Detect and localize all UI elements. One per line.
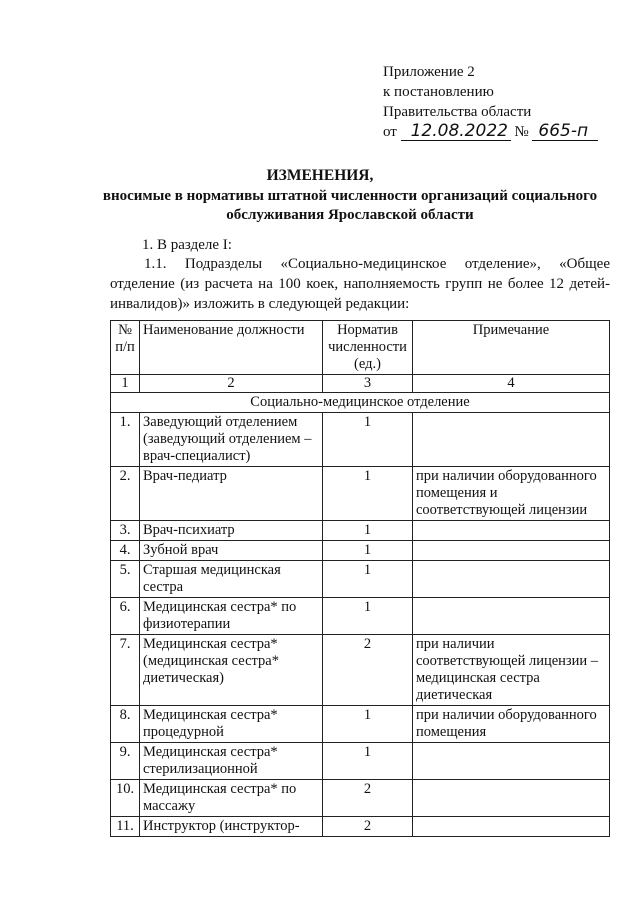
handwritten-number: 665-п [532,122,598,141]
row-num: 1. [111,413,140,467]
row-norm: 1 [323,521,413,541]
table-row [111,635,610,706]
row-norm: 1 [323,706,413,743]
row-note [413,541,610,561]
row-num: 10. [111,780,140,817]
row-num: 3. [111,521,140,541]
row-note [413,413,610,467]
handwritten-date: 12.08.2022 [401,122,511,141]
row-name: Заведующий отделением (заведующий отделением – врач-специалист) [140,413,323,467]
row-norm: 2 [323,635,413,706]
row-note [413,561,610,598]
table-row [111,541,610,561]
header-num: № п/п [111,321,140,375]
paragraph-2: 1.1. Подразделы «Социально-медицинское отделение», «Общее отделение (из расчета на 100 коек, наполняемость групп не более 12 детей-инвалидов)» изложить в следующей редакции: [110,256,610,312]
row-norm: 1 [323,598,413,635]
table-row [111,706,610,743]
row-note [413,521,610,541]
row-name: Врач-педиатр [140,467,323,521]
table-row [111,521,610,541]
row-name: Медицинская сестра* по массажу [140,780,323,817]
index-cell: 2 [140,375,323,393]
table-row [111,817,610,837]
row-name: Старшая медицинская сестра [140,561,323,598]
row-num: 7. [111,635,140,706]
table-row [111,413,610,467]
row-note [413,598,610,635]
row-name: Медицинская сестра* по физиотерапии [140,598,323,635]
row-num: 2. [111,467,140,521]
row-num: 6. [111,598,140,635]
header-note: Примечание [413,321,610,375]
row-note [413,780,610,817]
staffing-table [110,320,610,837]
table-header-row [111,321,610,375]
paragraph-1: 1. В разделе I: [142,237,232,253]
appendix-block [383,62,598,142]
row-num: 11. [111,817,140,837]
row-norm: 1 [323,541,413,561]
row-norm: 2 [323,780,413,817]
table-row [111,598,610,635]
row-norm: 1 [323,561,413,598]
index-cell: 1 [111,375,140,393]
row-norm: 1 [323,743,413,780]
row-num: 8. [111,706,140,743]
header-name: Наименование должности [140,321,323,375]
row-norm: 2 [323,817,413,837]
row-note [413,817,610,837]
row-note: при наличии оборудованного помещения [413,706,610,743]
appendix-line-2: к постановлению [383,84,494,100]
row-name: Зубной врач [140,541,323,561]
row-name: Медицинская сестра* стерилизационной [140,743,323,780]
date-prefix: от [383,124,397,140]
table-row [111,467,610,521]
row-norm: 1 [323,467,413,521]
table-row [111,780,610,817]
row-name: Медицинская сестра* процедурной [140,706,323,743]
header-norm: Норматив численности (ед.) [323,321,413,375]
index-cell: 3 [323,375,413,393]
document-subtitle: вносимые в нормативы штатной численности организаций социального обслуживания Ярославской области [102,188,598,223]
appendix-date-line [383,122,598,142]
row-num: 4. [111,541,140,561]
row-num: 9. [111,743,140,780]
section-title: Социально-медицинское отделение [111,393,610,413]
row-name: Инструктор (инструктор- [140,817,323,837]
index-cell: 4 [413,375,610,393]
table-row [111,743,610,780]
document-title: ИЗМЕНЕНИЯ, [266,167,374,184]
row-norm: 1 [323,413,413,467]
number-prefix: № [514,124,529,140]
row-note: при наличии оборудованного помещения и соответствующей лицензии [413,467,610,521]
row-note: при наличии соответствующей лицензии – медицинская сестра диетическая [413,635,610,706]
table-index-row [111,375,610,393]
appendix-line-1: Приложение 2 [383,64,475,80]
row-name: Врач-психиатр [140,521,323,541]
section-row [111,393,610,413]
row-num: 5. [111,561,140,598]
row-name: Медицинская сестра* (медицинская сестра* диетическая) [140,635,323,706]
row-note [413,743,610,780]
table-row [111,561,610,598]
appendix-line-3: Правительства области [383,104,532,120]
